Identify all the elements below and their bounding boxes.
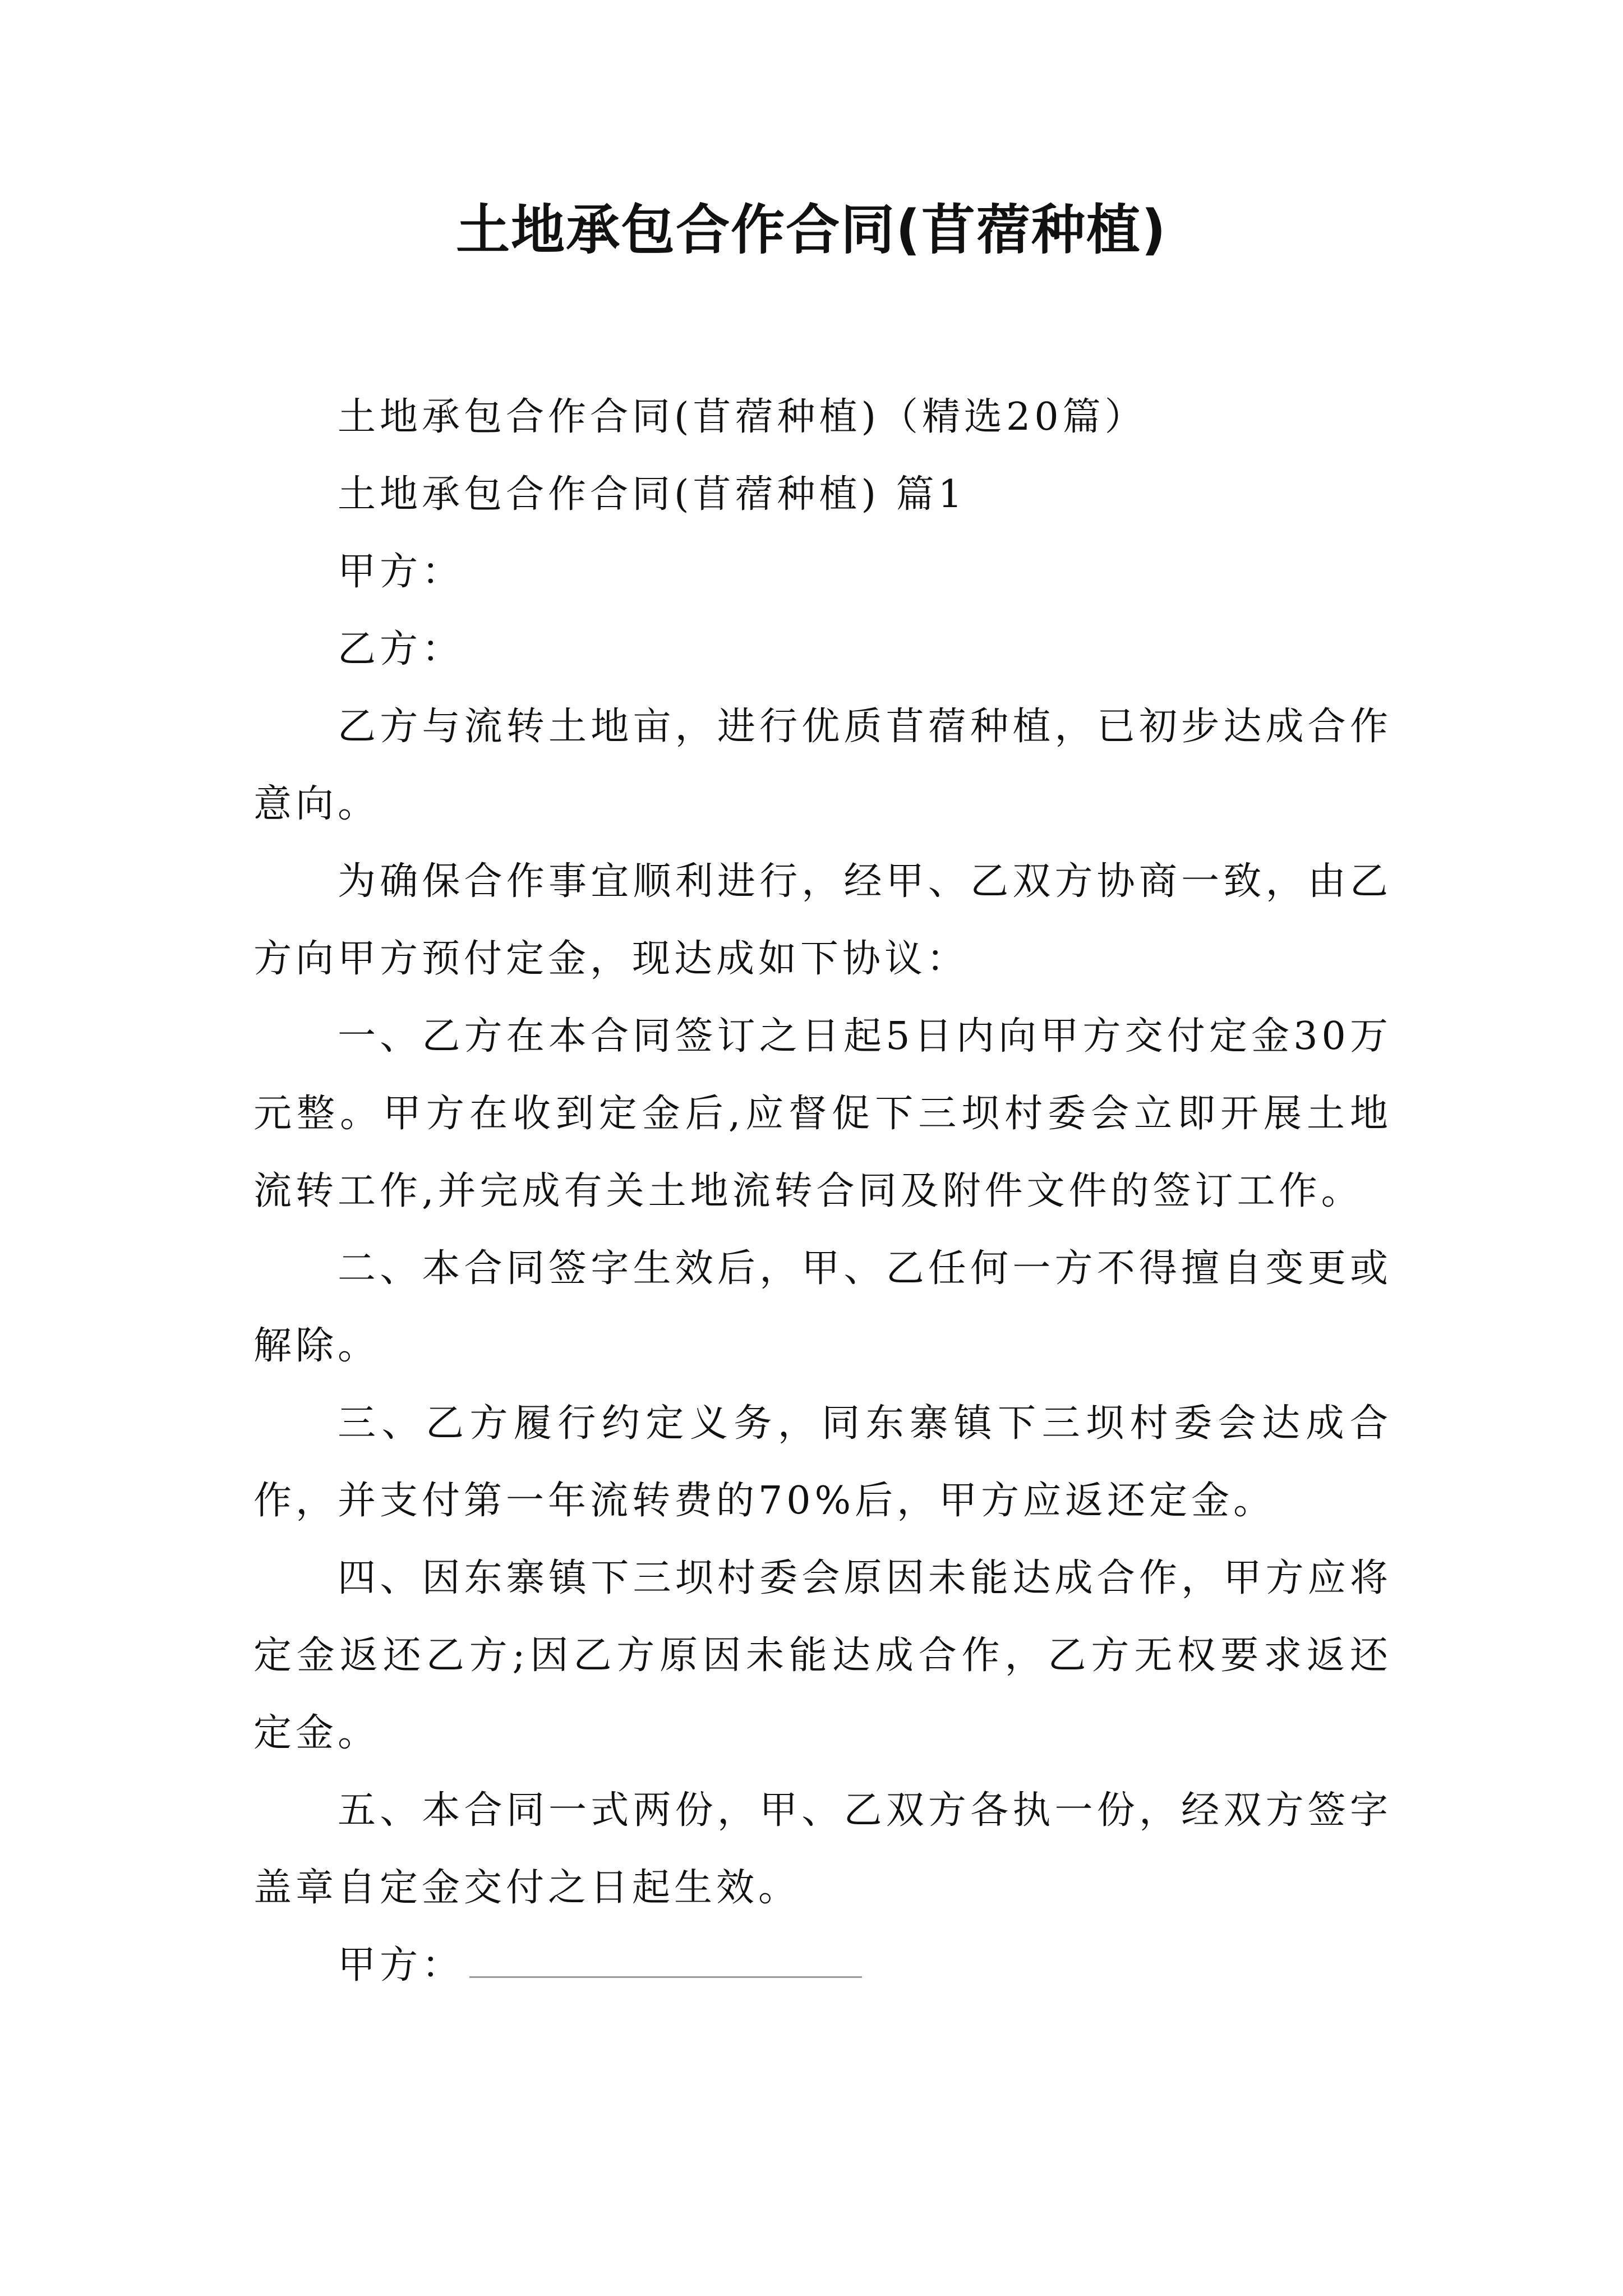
section-heading: 土地承包合作合同(苜蓿种植) 篇1 — [338, 472, 966, 517]
clause-3: 三、乙方履行约定义务，同东寨镇下三坝村委会达成合作，并支付第一年流转费的70%后，甲方应返还定金。 — [253, 1401, 1392, 1523]
signature-label: 甲方： — [338, 1943, 464, 1987]
clause-2: 二、本合同签字生效后，甲、乙任何一方不得擅自变更或解除。 — [253, 1246, 1392, 1368]
paragraph-intent: 乙方与流转土地亩，进行优质苜蓿种植，已初步达成合作意向。 — [253, 705, 1392, 826]
clause-4: 四、因东寨镇下三坝村委会原因未能达成合作，甲方应将定金返还乙方;因乙方原因未能达成合作，乙方无权要求返还定金。 — [253, 1556, 1392, 1755]
signature-row — [253, 1927, 1392, 2004]
document-title: 土地承包合作合同(苜蓿种植) — [456, 199, 1167, 261]
clause-5: 五、本合同一式两份，甲、乙双方各执一份，经双方签字盖章自定金交付之日起生效。 — [253, 1788, 1392, 1910]
paragraph-purpose: 为确保合作事宜顺利进行，经甲、乙双方协商一致，由乙方向甲方预付定金，现达成如下协议： — [253, 859, 1392, 981]
signature-line — [469, 1939, 862, 1978]
document-subtitle: 土地承包合作合同(苜蓿种植)（精选20篇） — [338, 395, 1147, 439]
document-body — [253, 379, 1392, 2004]
clause-1: 一、乙方在本合同签订之日起5日内向甲方交付定金30万元整。甲方在收到定金后,应督促下三坝村委会立即开展土地流转工作,并完成有关土地流转合同及附件文件的签订工作。 — [253, 1014, 1392, 1213]
party-b-label: 乙方： — [338, 627, 464, 671]
party-a-label: 甲方： — [338, 550, 464, 594]
